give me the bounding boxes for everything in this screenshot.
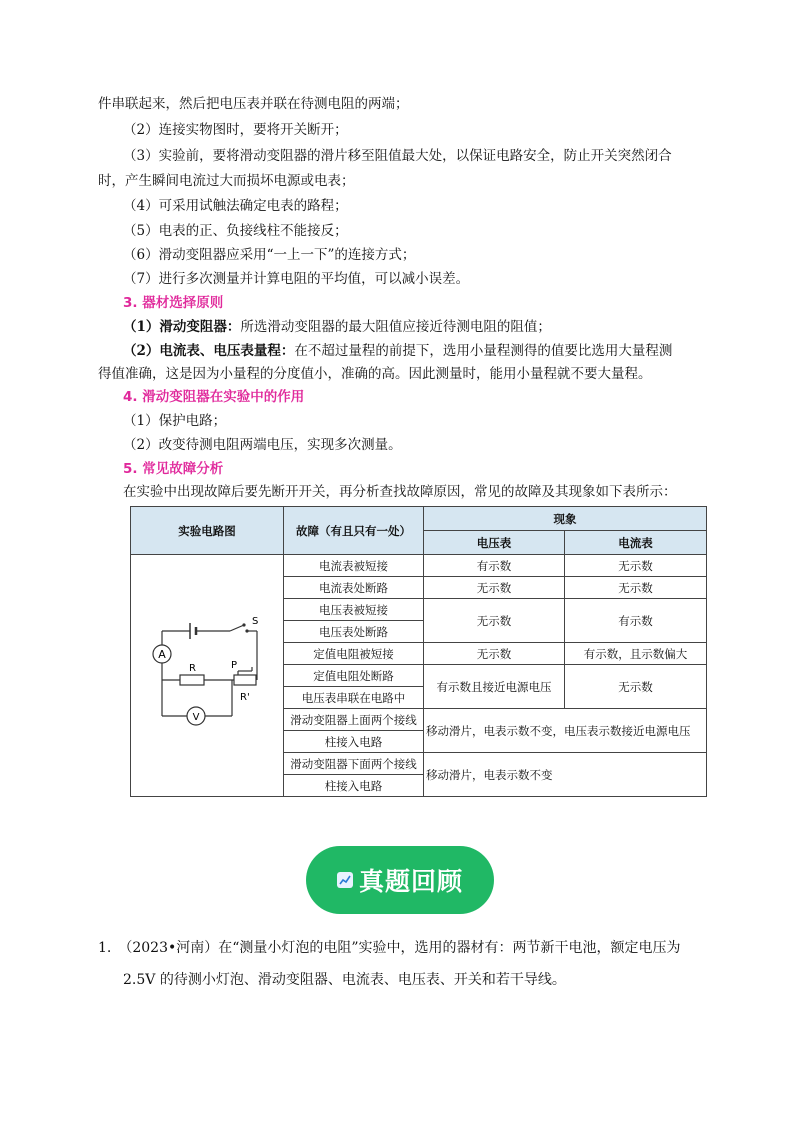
text-line: （3）实验前，要将滑动变阻器的滑片移至阻值最大处，以保证电路安全，防止开关突然闭合 <box>123 148 672 164</box>
chart-icon <box>337 872 353 888</box>
text-line: （2）改变待测电阻两端电压，实现多次测量。 <box>123 437 402 453</box>
ammeter-symbol: A <box>158 647 166 661</box>
voltmeter-cell: 有示数且接近电源电压 <box>424 665 565 709</box>
fault-cell: 柱接入电路 <box>284 775 424 797</box>
fault-cell: 定值电阻被短接 <box>284 643 424 665</box>
text-line <box>123 341 672 361</box>
voltmeter-cell: 无示数 <box>424 643 565 665</box>
section-heading: 3. 器材选择原则 <box>123 295 224 311</box>
text-line: （1）保护电路； <box>123 413 227 429</box>
ammeter-cell: 有示数，且示数偏大 <box>565 643 707 665</box>
section-heading: 5. 常见故障分析 <box>123 461 224 477</box>
text-line: 件串联起来，然后把电压表并联在待测电阻的两端； <box>98 96 409 112</box>
fault-cell: 滑动变阻器上面两个接线 <box>284 709 424 731</box>
text-line: （4）可采用试触法确定电表的路程； <box>123 198 348 214</box>
fault-cell: 电压表被短接 <box>284 599 424 621</box>
bold-term: （2）电流表、电压表量程： <box>123 343 295 359</box>
header-fault: 故障（有且只有一处） <box>284 507 424 555</box>
header-voltmeter: 电压表 <box>424 531 565 555</box>
text-span: 所选滑动变阻器的最大阻值应接近待测电阻的阻值； <box>240 319 551 335</box>
question-line: 1. （2023•河南）在“测量小灯泡的电阻”实验中，选用的器材有：两节新干电池，额定电压为 <box>98 940 681 956</box>
header-circuit: 实验电路图 <box>131 507 284 555</box>
fault-cell: 电压表处断路 <box>284 621 424 643</box>
badge-label: 真题回顾 <box>358 867 463 896</box>
fault-cell: 柱接入电路 <box>284 731 424 753</box>
voltmeter-cell: 有示数 <box>424 555 565 577</box>
ammeter-cell: 无示数 <box>565 555 707 577</box>
phenomenon-cell: 移动滑片，电表示数不变 <box>424 753 707 797</box>
review-badge <box>306 846 494 914</box>
text-line: （5）电表的正、负接线柱不能接反； <box>123 223 348 239</box>
fault-cell: 定值电阻处断路 <box>284 665 424 687</box>
voltmeter-symbol: V <box>192 711 200 723</box>
rheostat-label: R' <box>240 691 250 703</box>
circuit-cell <box>131 555 284 797</box>
fault-table <box>130 506 707 797</box>
resistor-label: R <box>189 662 196 674</box>
text-line: 时，产生瞬间电流过大而损坏电源或电表； <box>98 173 355 189</box>
text-line: 在实验中出现故障后要先断开开关，再分析查找故障原因，常见的故障及其现象如下表所示： <box>123 484 677 500</box>
switch-label: S <box>252 615 259 627</box>
text-line: （7）进行多次测量并计算电阻的平均值，可以减小误差。 <box>123 271 470 287</box>
fault-cell: 滑动变阻器下面两个接线 <box>284 753 424 775</box>
header-ammeter: 电流表 <box>565 531 707 555</box>
text-line: （6）滑动变阻器应采用“一上一下”的连接方式； <box>123 247 416 263</box>
ammeter-cell: 无示数 <box>565 577 707 599</box>
fault-cell: 电压表串联在电路中 <box>284 687 424 709</box>
section-heading: 4. 滑动变阻器在实验中的作用 <box>123 389 305 405</box>
phenomenon-cell: 移动滑片，电表示数不变，电压表示数接近电源电压 <box>424 709 707 753</box>
text-line: 得值准确，这是因为小量程的分度值小，准确的高。因此测量时，能用小量程就不要大量程。 <box>98 366 652 382</box>
question-line: 2.5V 的待测小灯泡、滑动变阻器、电流表、电压表、开关和若干导线。 <box>123 972 566 988</box>
fault-cell: 电流表处断路 <box>284 577 424 599</box>
voltmeter-cell: 无示数 <box>424 599 565 643</box>
slider-label: P <box>231 659 238 671</box>
ammeter-cell: 有示数 <box>565 599 707 643</box>
fault-cell: 电流表被短接 <box>284 555 424 577</box>
text-line: （2）连接实物图时，要将开关断开； <box>123 122 348 138</box>
circuit-diagram <box>132 616 282 736</box>
text-line <box>123 317 551 337</box>
text-span: 在不超过量程的前提下，选用小量程测得的值要比选用大量程测 <box>294 343 673 359</box>
bold-term: （1）滑动变阻器： <box>123 319 241 335</box>
ammeter-cell: 无示数 <box>565 665 707 709</box>
voltmeter-cell: 无示数 <box>424 577 565 599</box>
header-phenomenon: 现象 <box>424 507 707 531</box>
